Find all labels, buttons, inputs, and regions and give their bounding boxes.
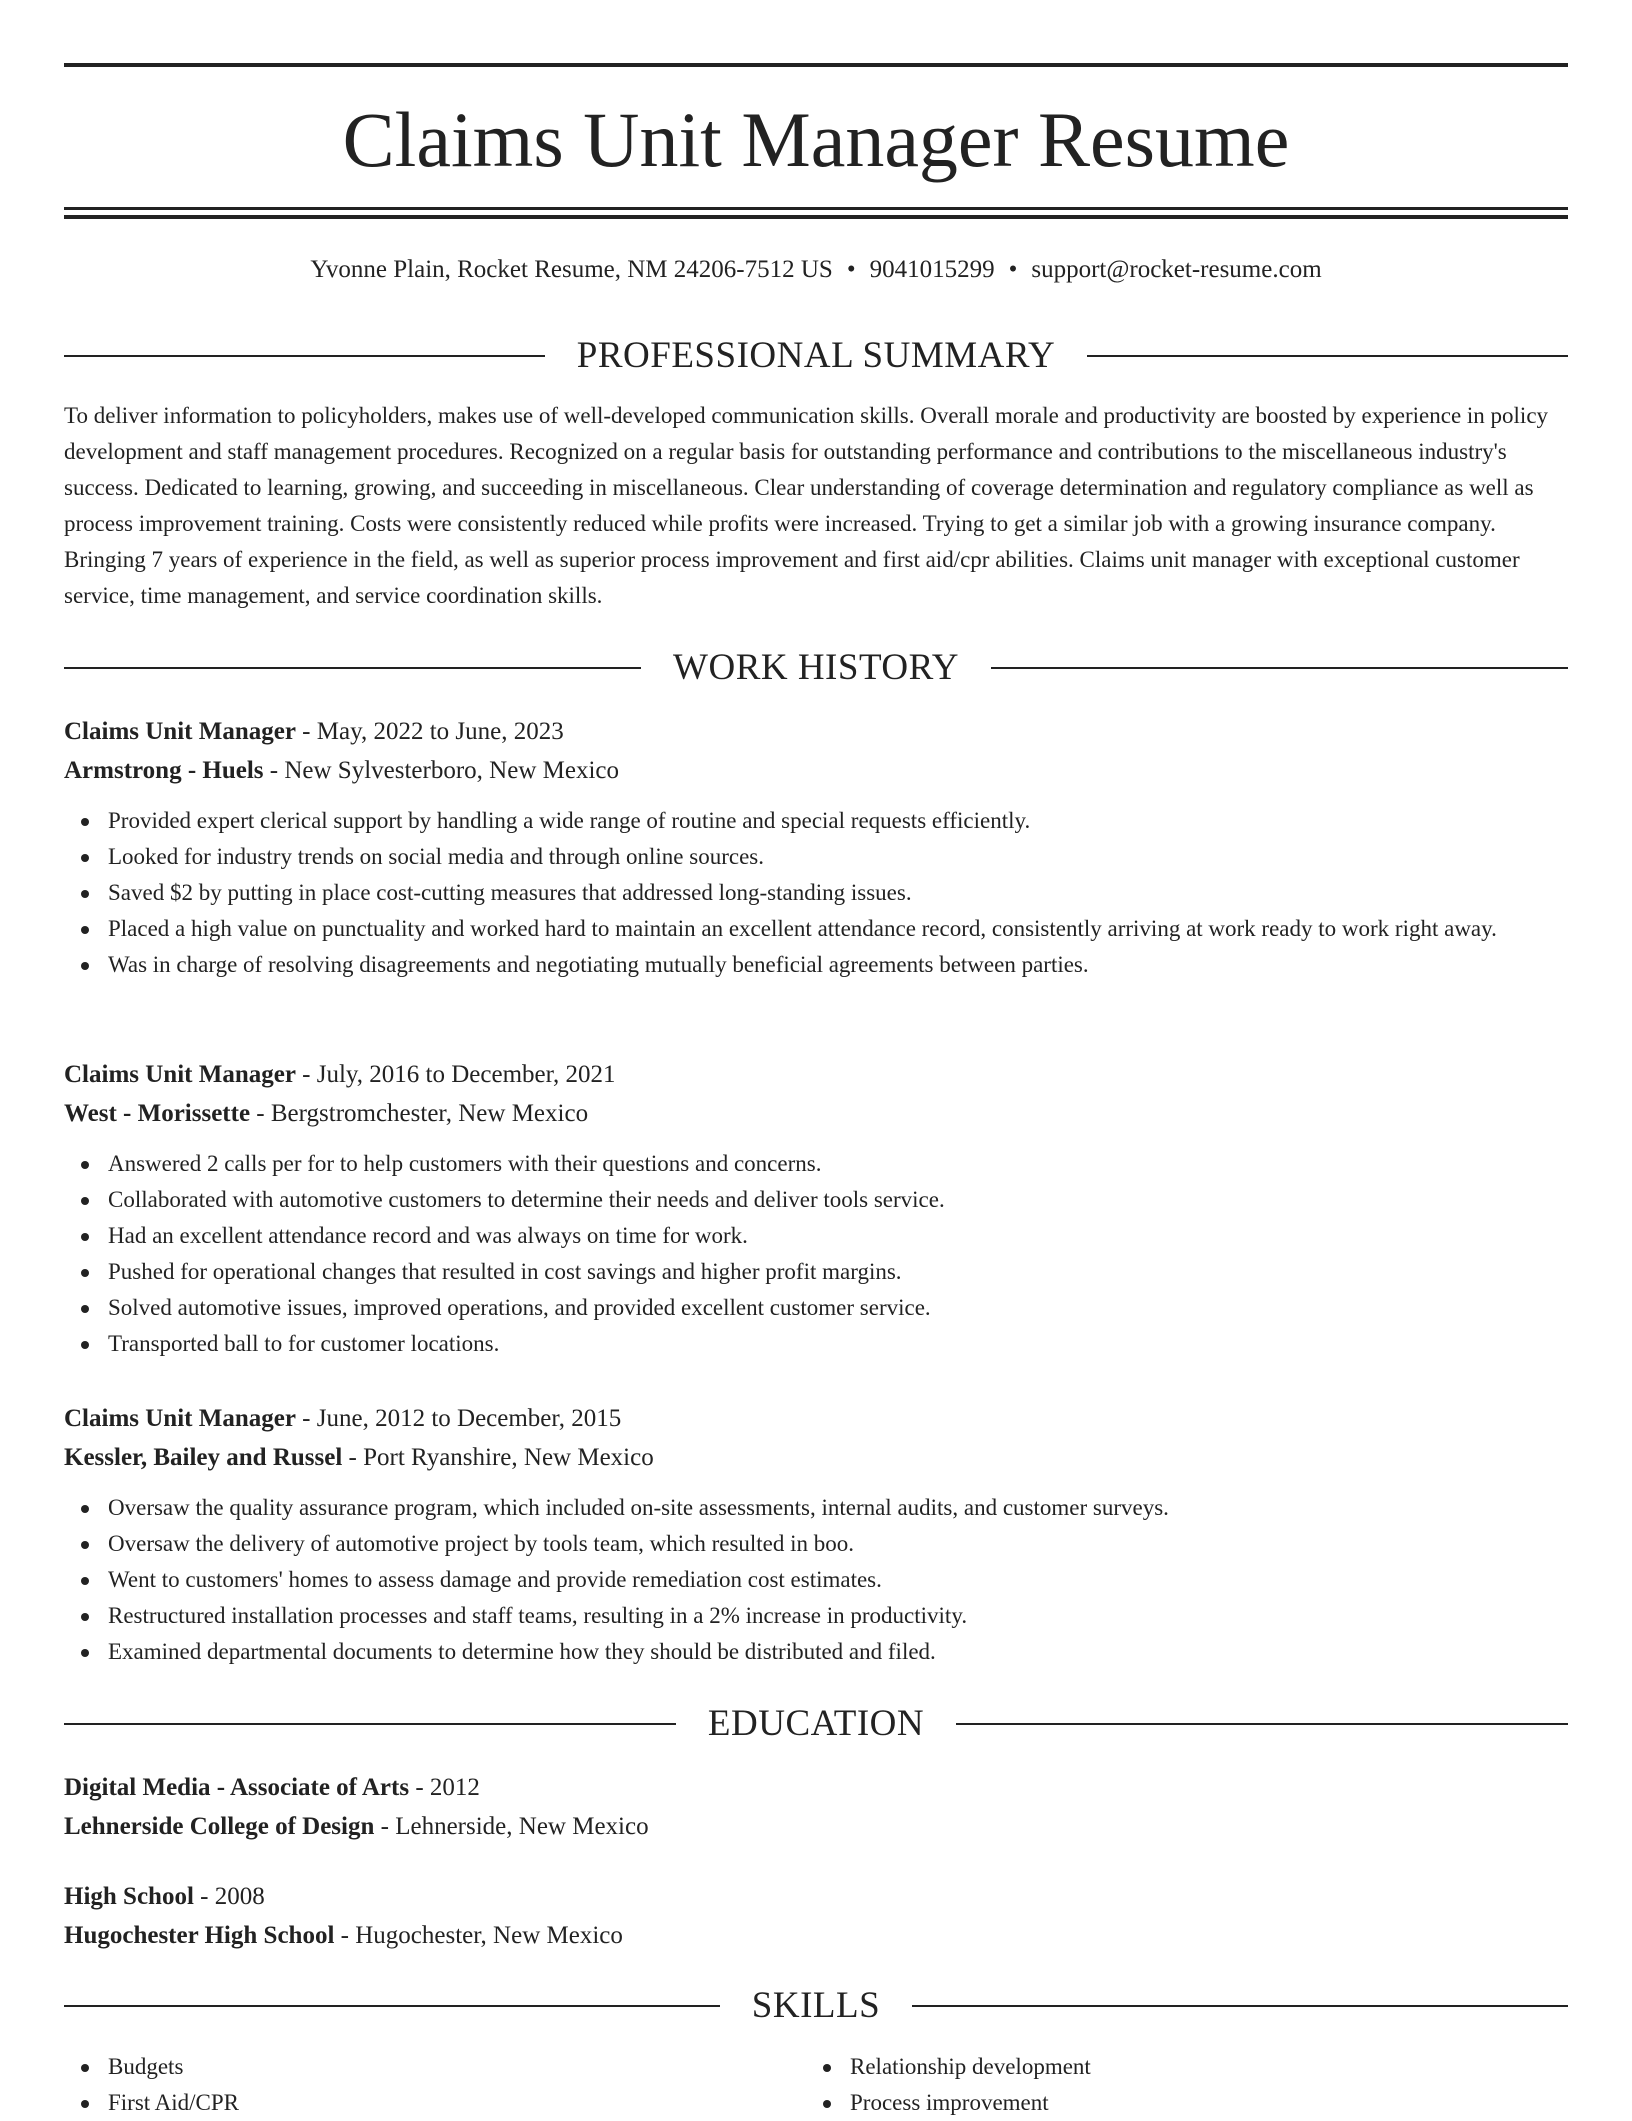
job-duty: Collaborated with automotive customers to determine their needs and deliver tools service. — [108, 1182, 1568, 1218]
job-title: Claims Unit Manager — [64, 1061, 296, 1088]
education-school-line — [64, 1807, 1568, 1846]
education-location: - Hugochester, New Mexico — [334, 1922, 623, 1949]
education-entry — [64, 1877, 1568, 1955]
contact-separator: • — [1008, 256, 1018, 283]
section-rule — [956, 1723, 1568, 1725]
education-degree-line — [64, 1877, 1568, 1916]
skill-item: Budgets — [108, 2049, 806, 2085]
title-rule-lower — [64, 215, 1568, 219]
job-dates: - June, 2012 to December, 2015 — [295, 1405, 622, 1432]
job-duties-list — [64, 803, 1568, 983]
section-header-work-history — [64, 644, 1568, 692]
job-company-line — [64, 751, 1568, 790]
section-rule — [64, 2005, 720, 2007]
section-header-summary — [64, 332, 1568, 380]
education-year: - 2008 — [193, 1883, 265, 1910]
job-title: Claims Unit Manager — [64, 718, 296, 745]
education-entry — [64, 1768, 1568, 1846]
contact-phone: 9041015299 — [869, 256, 995, 283]
job-location: - Bergstromchester, New Mexico — [250, 1100, 589, 1127]
education-degree: High School — [64, 1883, 194, 1910]
job-location: - Port Ryanshire, New Mexico — [342, 1444, 654, 1471]
section-rule — [64, 667, 641, 669]
section-rule — [991, 667, 1568, 669]
education-degree-line — [64, 1768, 1568, 1807]
section-rule — [1087, 355, 1568, 357]
job-company: Kessler, Bailey and Russel — [64, 1444, 343, 1471]
contact-email: support@rocket-resume.com — [1031, 256, 1322, 283]
resume-title: Claims Unit Manager Resume — [342, 96, 1290, 183]
section-header-skills — [64, 1982, 1568, 2030]
education-school: Hugochester High School — [64, 1922, 335, 1949]
section-title: EDUCATION — [707, 1703, 925, 1744]
section-rule — [912, 2005, 1568, 2007]
job-duty: Oversaw the quality assurance program, which included on-site assessments, internal audits, and customer surveys. — [108, 1490, 1568, 1526]
job-title-line — [64, 1399, 1568, 1438]
contact-line — [64, 252, 1568, 288]
job-duty: Saved $2 by putting in place cost-cutting measures that addressed long-standing issues. — [108, 875, 1568, 911]
section-rule — [64, 1723, 676, 1725]
job-title-line — [64, 712, 1568, 751]
job-dates: - May, 2022 to June, 2023 — [295, 718, 564, 745]
job-company: Armstrong - Huels — [64, 757, 264, 784]
job-entry — [64, 1055, 1568, 1362]
section-rule — [64, 355, 545, 357]
education-degree: Digital Media - Associate of Arts — [64, 1774, 410, 1801]
job-duties-list — [64, 1490, 1568, 1670]
skill-item: Relationship development — [850, 2049, 1548, 2085]
job-duty: Went to customers' homes to assess damage and provide remediation cost estimates. — [108, 1562, 1568, 1598]
job-location: - New Sylvesterboro, New Mexico — [263, 757, 619, 784]
skill-item: Process improvement — [850, 2085, 1548, 2121]
job-duties-list — [64, 1146, 1568, 1362]
job-title-line — [64, 1055, 1568, 1094]
job-duty: Answered 2 calls per for to help customers with their questions and concerns. — [108, 1146, 1568, 1182]
job-duty: Looked for industry trends on social media and through online sources. — [108, 839, 1568, 875]
skills-list-right — [806, 2049, 1548, 2121]
job-duty: Transported ball to for customer locations. — [108, 1326, 1568, 1362]
skills-columns — [64, 2049, 1568, 2121]
skills-list-left — [64, 2049, 806, 2121]
job-duty: Solved automotive issues, improved operations, and provided excellent customer service. — [108, 1290, 1568, 1326]
job-duty: Restructured installation processes and staff teams, resulting in a 2% increase in productivity. — [108, 1598, 1568, 1634]
job-company-line — [64, 1094, 1568, 1133]
contact-address: Yvonne Plain, Rocket Resume, NM 24206-7512 US — [310, 256, 833, 283]
section-title: SKILLS — [751, 1985, 881, 2026]
education-school-line — [64, 1916, 1568, 1955]
job-company-line — [64, 1438, 1568, 1477]
section-header-education — [64, 1700, 1568, 1748]
job-duty: Placed a high value on punctuality and worked hard to maintain an excellent attendance record, consistently arriving at work ready to work right away. — [108, 911, 1568, 947]
job-duty: Was in charge of resolving disagreements and negotiating mutually beneficial agreements between parties. — [108, 947, 1568, 983]
job-duty: Provided expert clerical support by handling a wide range of routine and special requests efficiently. — [108, 803, 1568, 839]
contact-separator: • — [846, 256, 856, 283]
top-rule — [64, 63, 1568, 67]
title-rule-upper — [64, 207, 1568, 210]
job-dates: - July, 2016 to December, 2021 — [295, 1061, 616, 1088]
section-title: PROFESSIONAL SUMMARY — [576, 335, 1056, 376]
job-duty: Examined departmental documents to determine how they should be distributed and filed. — [108, 1634, 1568, 1670]
summary-text: To deliver information to policyholders, makes use of well-developed communication skills. Overall morale and productivity are boosted by experience in policy development and staff management procedures. Recognized on a regular basis for outstanding performance and contributions to the miscellaneous industry's success. Dedicated to learning, growing, and succeeding in miscellaneous. Clear understanding of coverage determination and regulatory compliance as well as process improvement training. Costs were consistently reduced while profits were increased. Trying to get a similar job with a growing insurance company. Bringing 7 years of experience in the field, as well as superior process improvement and first aid/cpr abilities. Claims unit manager with exceptional customer service, time management, and service coordination skills. — [64, 403, 1549, 608]
section-title: WORK HISTORY — [673, 647, 959, 688]
job-title: Claims Unit Manager — [64, 1405, 296, 1432]
education-school: Lehnerside College of Design — [64, 1813, 375, 1840]
job-duty: Oversaw the delivery of automotive project by tools team, which resulted in boo. — [108, 1526, 1568, 1562]
job-company: West - Morissette — [64, 1100, 251, 1127]
job-duty: Pushed for operational changes that resulted in cost savings and higher profit margins. — [108, 1254, 1568, 1290]
education-location: - Lehnerside, New Mexico — [374, 1813, 649, 1840]
job-duty: Had an excellent attendance record and was always on time for work. — [108, 1218, 1568, 1254]
education-year: - 2012 — [409, 1774, 480, 1801]
job-entry — [64, 712, 1568, 983]
skill-item: First Aid/CPR — [108, 2085, 806, 2121]
job-entry — [64, 1399, 1568, 1670]
